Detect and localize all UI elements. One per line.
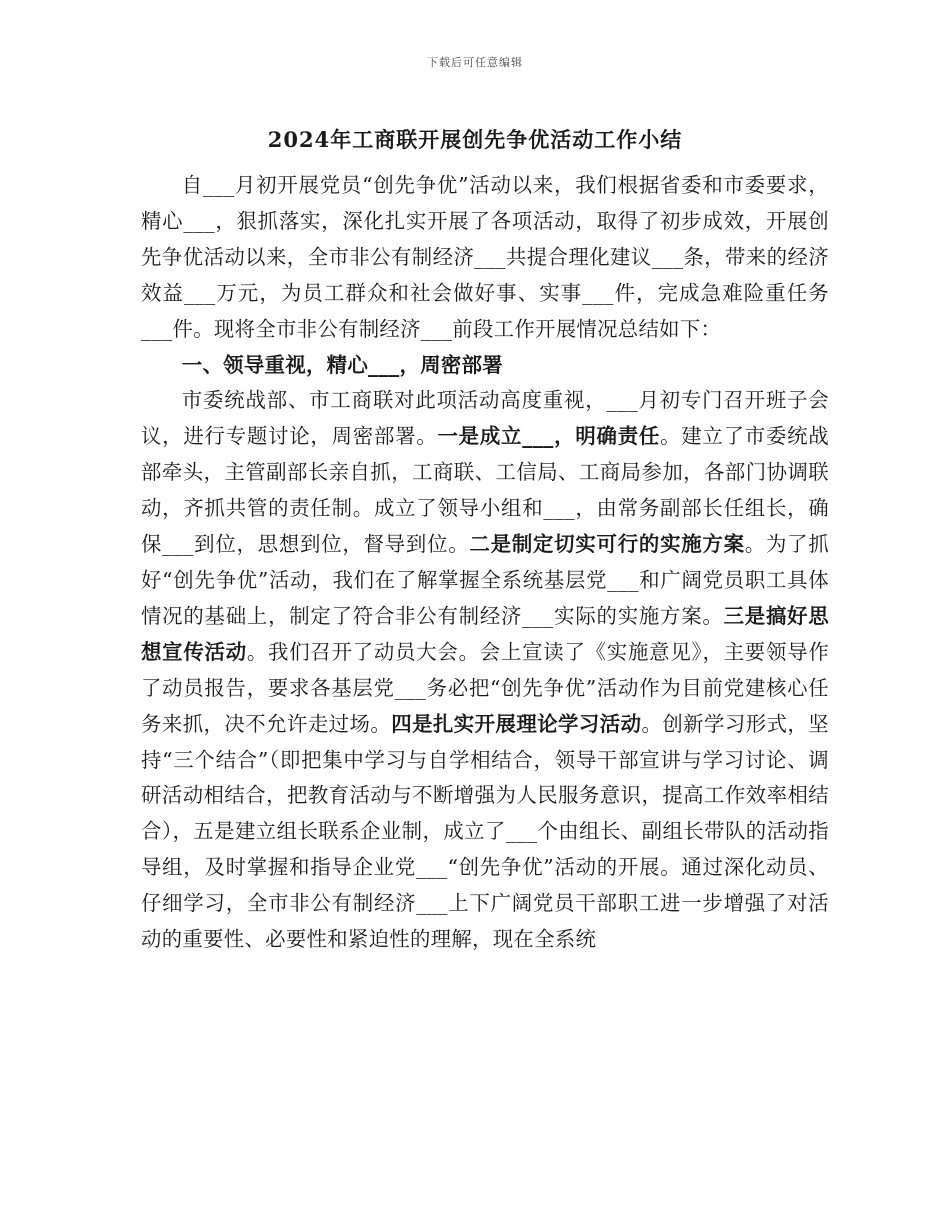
document-title: 2024年工商联开展创先争优活动工作小结	[267, 127, 683, 152]
text-run: 。创新学习形式，坚持“三个结合”（即把集中学习与自学相结合，领导干部宣讲与学习讨论、调研活动相结合，把教育活动与不断增强为人民服务意识，提高工作效率相结合），五是建立组长联系企业制，成立了___个由组长、副组长带队的活动指导组，及时掌握和指导企业党___“创先争优”活动的开展。通过深化动员、仔细学习，全市非公有制经济___上下广阔党员干部职工进一步增强了对活动的重要性、必要性和紧迫性的理解，现在全系统	[141, 711, 829, 952]
bold-point-3: 三是搞好思想宣传活动	[141, 603, 829, 664]
bold-point-4: 四是扎实开展理论学习活动	[391, 711, 642, 736]
section-heading-1: 一、领导重视，精心___，周密部署	[181, 352, 503, 377]
text-run: 市委统战部、市工商联对此项活动高度重视，___月初专门召开班子会议，进行专题讨论，周密部署。	[141, 388, 829, 449]
intro-paragraph: 自___月初开展党员“创先争优”活动以来，我们根据省委和市委要求，精心___，狠抓落实，深化扎实开展了各项活动，取得了初步成效，开展创先争优活动以来，全市非公有制经济___共提合理化建议___条，带来的经济效益___万元，为员工群众和社会做好事、实事___件，完成急难险重任务___件。现将全市非公有制经济___前段工作开展情况总结如下：	[141, 173, 829, 341]
document-body	[141, 168, 829, 958]
text-run: 。我们召开了动员大会。会上宣读了《实施意见》，主要领导作了动员报告，要求各基层党___务必把“创先争优”活动作为目前党建核心任务来抓，决不允许走过场。	[141, 639, 830, 736]
text-run: 。为了抓好“创先争优”活动，我们在了解掌握全系统基层党___和广阔党员职工具体情况的基础上，制定了符合非公有制经济___实际的实施方案。	[141, 532, 830, 628]
bold-point-1: 一是成立___，明确责任	[437, 424, 661, 449]
page-header-watermark: 下载后可任意编辑	[427, 56, 523, 69]
text-run: 。建立了市委统战部牵头，主管副部长亲自抓，工商联、工信局、工商局参加，各部门协调联动，齐抓共管的责任制。成立了领导小组和___，由常务副部长任组长，确保___到位，思想到位，督导到位。	[141, 424, 829, 557]
bold-point-2: 二是制定切实可行的实施方案	[469, 532, 745, 557]
section-1-paragraph	[141, 383, 829, 958]
